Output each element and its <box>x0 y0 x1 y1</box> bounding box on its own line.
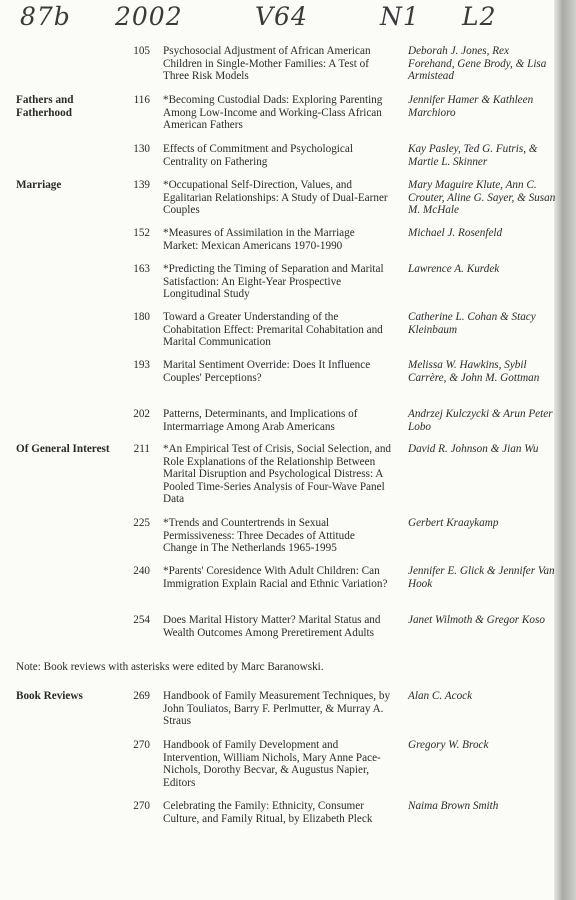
article-title: *Occupational Self-Direction, Values, and Egalitarian Relationships: A Study of Dual-Earner Couples <box>163 179 388 217</box>
article-authors: Jennifer E. Glick & Jennifer Van Hook <box>408 565 555 590</box>
page-number: 193 <box>133 359 150 371</box>
article-authors: Catherine L. Cohan & Stacy Kleinbaum <box>408 311 536 336</box>
article-authors: Kay Pasley, Ted G. Futris, & Martie L. Skinner <box>408 143 538 168</box>
page-number: 139 <box>133 179 150 191</box>
review-title: Celebrating the Family: Ethnicity, Consumer Culture, and Family Ritual, by Elizabeth Pleck <box>163 800 373 825</box>
article-authors: Lawrence A. Kurdek <box>408 263 500 275</box>
article-title: Psychosocial Adjustment of African American Children in Single-Mother Families: A Test of Three Risk Models <box>163 45 371 83</box>
page-number: 163 <box>133 263 150 275</box>
handwriting-year: 2002 <box>115 2 183 31</box>
reviewer: Alan C. Acock <box>408 690 473 702</box>
handwriting-number: 87b <box>20 2 71 31</box>
article-title: *Trends and Countertrends in Sexual Permissiveness: Three Decades of Attitude Change in The Netherlands 1965-1995 <box>163 517 355 555</box>
page-number: 270 <box>133 739 150 751</box>
article-title: Marital Sentiment Override: Does It Influence Couples' Perceptions? <box>163 359 371 384</box>
page-number: 130 <box>133 143 150 155</box>
page-number: 240 <box>133 565 150 577</box>
section-heading: Marriage <box>16 179 62 191</box>
article-authors: Gerbert Kraaykamp <box>408 517 499 529</box>
article-title: Does Marital History Matter? Marital Status and Wealth Outcomes Among Preretirement Adults <box>163 614 381 639</box>
section-heading: Book Reviews <box>16 690 83 702</box>
article-authors: Michael J. Rosenfeld <box>408 227 503 239</box>
page-number: 116 <box>133 94 150 106</box>
handwriting-mark: L2 <box>462 2 497 31</box>
handwriting-issue: N1 <box>380 2 420 31</box>
section-heading: Fathers and Fatherhood <box>16 94 74 119</box>
article-title: Toward a Greater Understanding of the Cohabitation Effect: Premarital Cohabitation and Marital Communication <box>163 311 383 349</box>
handwritten-annotation <box>0 0 576 36</box>
review-title: Handbook of Family Development and Intervention, William Nichols, Mary Anne Pace-Nichols, Dorothy Becvar, & Augustus Napier, Editors <box>163 739 381 789</box>
editor-note: Note: Book reviews with asterisks were edited by Marc Baranowski. <box>16 661 324 673</box>
article-authors: Jennifer Hamer & Kathleen Marchioro <box>408 94 534 119</box>
page-number: 254 <box>133 614 150 626</box>
article-authors: David R. Johnson & Jian Wu <box>408 443 539 455</box>
page-number: 152 <box>133 227 150 239</box>
page-number: 270 <box>133 800 150 812</box>
article-title: *Measures of Assimilation in the Marriage Market: Mexican Americans 1970-1990 <box>163 227 355 252</box>
article-authors: Mary Maguire Klute, Ann C. Crouter, Aline G. Sayer, & Susan M. McHale <box>408 179 556 217</box>
article-authors: Deborah J. Jones, Rex Forehand, Gene Brody, & Lisa Armistead <box>408 45 547 83</box>
article-title: Patterns, Determinants, and Implications of Intermarriage Among Arab Americans <box>163 408 358 433</box>
page-number: 202 <box>133 408 150 420</box>
article-authors: Janet Wilmoth & Gregor Koso <box>408 614 545 626</box>
article-title: *An Empirical Test of Crisis, Social Selection, and Role Explanations of the Relationship Between Marital Disruption and Psychological Distress: A Pooled Time-Series Analysis of Four-Wave Panel Data <box>163 443 392 506</box>
page-number: 180 <box>133 311 150 323</box>
section-heading: Of General Interest <box>16 443 110 455</box>
article-title: *Parents' Coresidence With Adult Children: Can Immigration Explain Racial and Ethnic Variation? <box>163 565 388 590</box>
page-number: 105 <box>133 45 150 57</box>
handwriting-volume: V64 <box>255 2 308 31</box>
page-number: 269 <box>133 690 150 702</box>
article-title: *Becoming Custodial Dads: Exploring Parenting Among Low-Income and Working-Class African American Fathers <box>163 94 383 132</box>
article-title: Effects of Commitment and Psychological Centrality on Fathering <box>163 143 353 168</box>
page-number: 211 <box>133 443 150 455</box>
reviewer: Gregory W. Brock <box>408 739 489 751</box>
review-title: Handbook of Family Measurement Techniques, by John Touliatos, Barry F. Perlmutter, & Murray A. Straus <box>163 690 391 728</box>
page-number: 225 <box>133 517 150 529</box>
article-authors: Melissa W. Hawkins, Sybil Carrère, & John M. Gottman <box>408 359 540 384</box>
reviewer: Naima Brown Smith <box>408 800 499 812</box>
article-title: *Predicting the Timing of Separation and Marital Satisfaction: An Eight-Year Prospective Longitudinal Study <box>163 263 384 301</box>
article-authors: Andrzej Kulczycki & Arun Peter Lobo <box>408 408 553 433</box>
